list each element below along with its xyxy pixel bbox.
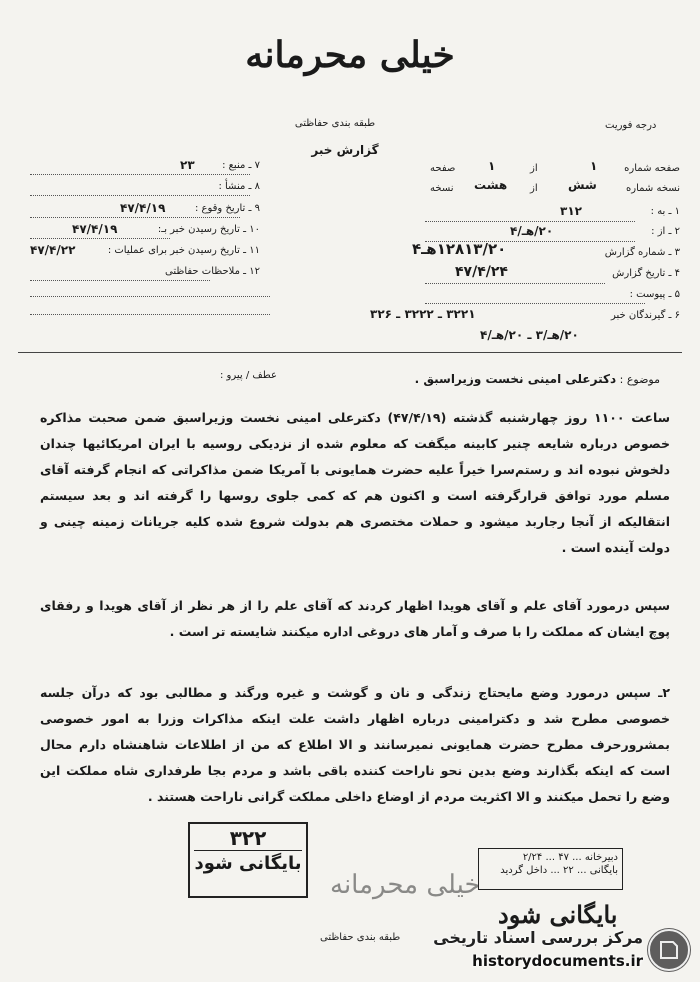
report-number-label: ۳ ـ شماره گزارش	[604, 247, 680, 258]
report-date-value: ۴۷/۴/۲۴	[455, 264, 508, 280]
body-paragraph-2: سپس درمورد آقای علم و آقای هویدا اظهار کردند که آقای علم را از هر نظر از آقای هویدا و رفقای پوچ ایشان که مملکت را با صرف و آمار های دروغی اداره میکنند شایسته تر است .	[40, 598, 670, 639]
from-label: ۲ ـ از :	[651, 226, 680, 237]
footer-classification-label: طبقه بندی حفاظتی	[320, 932, 401, 943]
page-label: صفحه شماره	[624, 163, 680, 174]
attachment-label: ۵ ـ پیوست :	[629, 289, 680, 300]
subject-line	[415, 372, 660, 386]
subject-value: دکترعلی امینی نخست وزیراسبق .	[414, 372, 617, 386]
field-value: ۴۷/۴/۲۲	[30, 243, 76, 257]
field-value: ۲۳	[180, 158, 195, 172]
report-number-value: ۱۲۸۱۳/۲۰هـ۴	[412, 240, 507, 258]
received-stamp-line-1: دبیرخانه ... ۴۷ ... ۲/۲۴	[522, 852, 618, 863]
body-paragraph-1: ساعت ۱۱۰۰ روز چهارشنبه گذشته (۴۷/۴/۱۹) دکترعلی امینی نخست وزیراسبق ضمن صحبت مذاکره خصوص درباره شایعه چنیر کابینه میگفت که معلوم شده از نزدیکی روسیه با ایران امریکائیها چندان دلخوش نبوده اند و رستم‌سرا خیراً علیه حضرت همایونی با آمریکا ضمن مذاکراتی که انجام گرفته آقای مسلم مورد توافق قرارگرفته است و اکنون هم که کمی جلوی روسها را گرفته اند و بعد سیستم انتقالیکه از آنجا رجاربد میشود و حملات مختصری هم بدولت شروع شده کلیه جریانات زمینه چینی و دولت آینده است .	[40, 410, 671, 555]
page-total: ۱	[488, 159, 496, 173]
divider	[18, 352, 682, 353]
received-stamp	[478, 848, 623, 890]
field-value: ۴۷/۴/۱۹	[72, 222, 118, 236]
field-value: ۴۷/۴/۱۹	[120, 201, 166, 215]
copy-unit: نسخه	[430, 183, 454, 194]
handwritten-note: بایگانی شود	[498, 900, 618, 929]
watermark-title: مرکز بررسی اسناد تاریخی	[433, 928, 643, 947]
field-label: ۱۰ ـ تاریخ رسیدن خبر بـ:	[157, 224, 260, 235]
recipients-value: ۳۲۲۱ ـ ۳۲۲۲ ـ ۳۲۶	[370, 307, 476, 321]
classification-heading: خیلی محرمانه	[245, 34, 455, 76]
archive-logo-icon	[647, 928, 691, 972]
classification-label: طبقه بندی حفاظتی	[294, 118, 376, 129]
subject-label: موضوع :	[619, 373, 660, 386]
field-label: ۷ ـ منبع :	[222, 160, 260, 171]
copy-total: هشت	[474, 178, 508, 192]
copy-label: نسخه شماره	[626, 183, 680, 194]
faded-classification-mark: خیلی محرمانه	[330, 870, 481, 900]
report-date-label: ۴ ـ تاریخ گزارش	[612, 268, 680, 279]
copy-value: شش	[568, 178, 597, 192]
received-stamp-line-2: بایگانی ... ۲۲ ... داخل گردید	[500, 865, 618, 876]
reference-label: عطف / پیرو :	[220, 370, 277, 381]
copy-of: از	[530, 183, 538, 194]
from-value: ۲۰/هـ/۴	[510, 224, 554, 238]
body-paragraph-3: ۲ـ سپس درمورد وضع مایحتاج زندگی و نان و گوشت و غیره ورگند و مطالبی بود که درآن جلسه خصوصی مطرح شد و دکترامینی درباره اظهار داشت علت اینکه مذاکرات وزرا به امور خصوصی بمشرورحرف مطرح حضرت همایونی نمیرسانند و الا اطلاع که من از اطلاعات شاهنشاه دارم محال است که اینکه بگذارند وضع بدین نحو ناراحت کننده باقی باشد و مردم بجا طرفداری شاه مملکت این وضع را تحمل میکنند و الا اکثریت مردم از اوضاع داخلی مملکت گرانی ناراحت هستند .	[40, 685, 670, 804]
priority-label: درجه فوریت	[605, 120, 657, 131]
field-label: ۱۱ ـ تاریخ رسیدن خبر برای عملیات :	[107, 245, 260, 256]
field-label: ۹ ـ تاریخ وقوع :	[194, 203, 260, 214]
field-label: ۸ ـ منشأ :	[218, 181, 260, 192]
field-label: ۱۲ ـ ملاحظات حفاظتی	[165, 266, 260, 277]
page-value: ۱	[590, 159, 598, 173]
page-of: از	[530, 163, 538, 174]
recipients-label: ۶ ـ گیرندگان خبر	[610, 310, 680, 321]
to-value: ۳۱۲	[560, 204, 582, 218]
to-label: ۱ ـ به :	[650, 206, 680, 217]
archive-stamp	[188, 822, 308, 898]
report-type: گزارش خبر	[311, 143, 379, 157]
watermark	[410, 924, 695, 976]
watermark-url: historydocuments.ir	[472, 952, 643, 970]
page-unit: صفحه	[430, 163, 456, 174]
archive-stamp-text: بایگانی شود	[194, 850, 302, 874]
recipients-value-2: ۲۰/هـ/۳ ـ ۲۰/هـ/۴	[480, 328, 579, 342]
archive-stamp-number: ۳۲۲	[229, 826, 267, 850]
